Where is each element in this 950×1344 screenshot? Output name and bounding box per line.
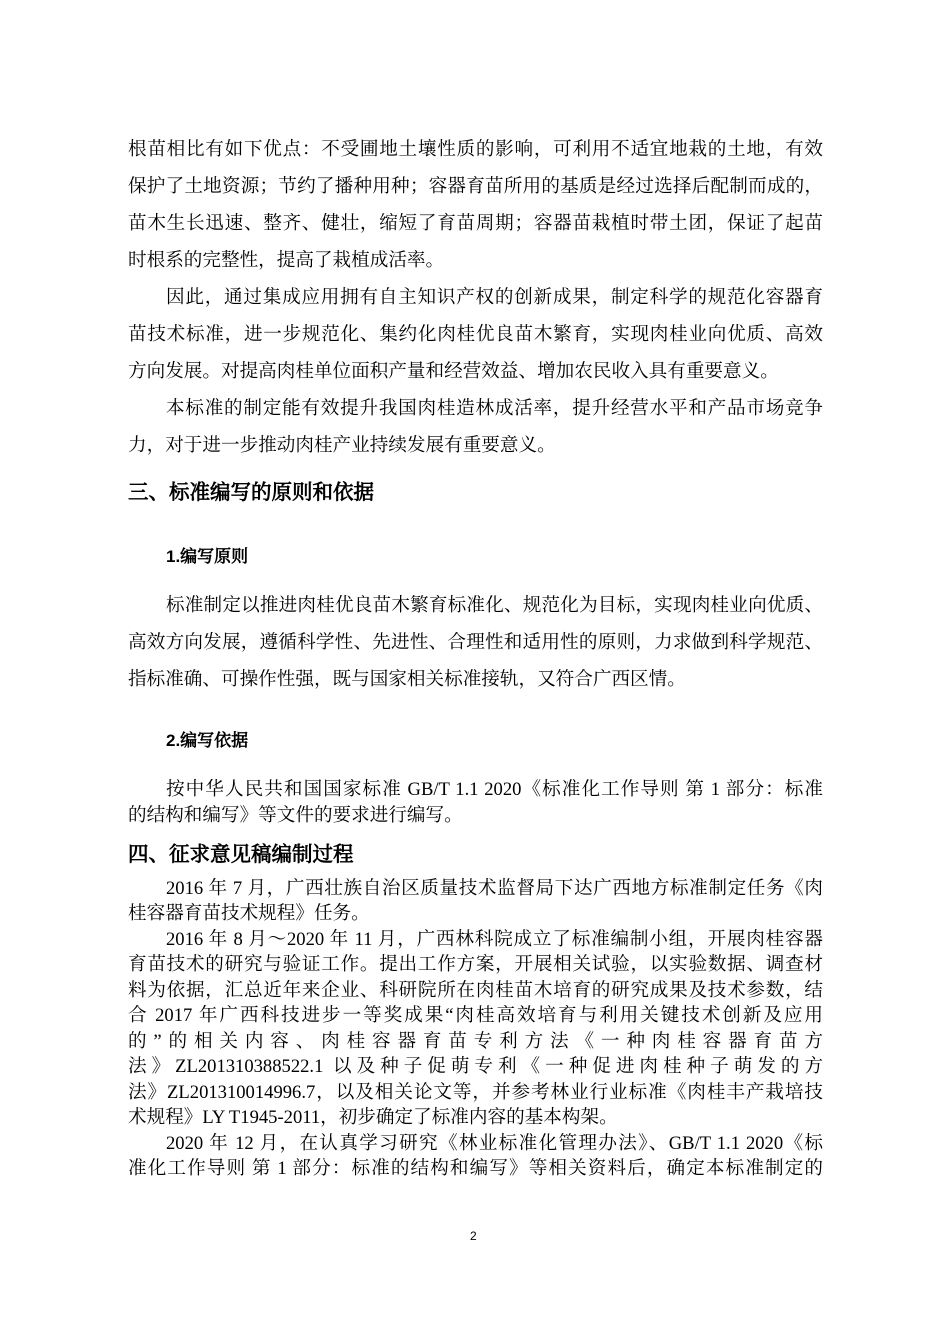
section-heading: 三、标准编写的原则和依据	[128, 481, 374, 504]
body-text-line: 高效方向发展，遵循科学性、先进性、合理性和适用性的原则，力求做到科学规范、	[128, 632, 823, 653]
body-text-line: 保护了土地资源；节约了播种用种；容器育苗所用的基质是经过选择后配制而成的，	[128, 176, 823, 197]
body-text-line: 术规程》LY T1945-2011，初步确定了标准内容的基本构架。	[128, 1107, 618, 1128]
body-text-line: 2016 年 7 月，广西壮族自治区质量技术监督局下达广西地方标准制定任务《肉	[166, 878, 823, 899]
body-text-line: 法》ZL201310388522.1 以及种子促萌专利《一种促进肉桂种子萌发的方	[128, 1056, 823, 1077]
body-text-line: 方向发展。对提高肉桂单位面积产量和经营效益、增加农民收入具有重要意义。	[128, 361, 779, 382]
body-text-line: 标准制定以推进肉桂优良苗木繁育标准化、规范化为目标，实现肉桂业向优质、	[166, 595, 823, 616]
body-text-line: 2016 年 8 月～2020 年 11 月，广西林科院成立了标准编制小组，开展肉桂容器	[166, 929, 823, 950]
section-heading: 四、征求意见稿编制过程	[128, 843, 354, 866]
body-text-line: 因此，通过集成应用拥有自主知识产权的创新成果，制定科学的规范化容器育	[166, 287, 823, 308]
body-text-line: 按中华人民共和国国家标准 GB/T 1.1 2020《标准化工作导则 第 1 部分：标准	[166, 779, 823, 800]
subsection-heading: 2.编写依据	[166, 731, 249, 750]
body-text-line: 准化工作导则 第 1 部分：标准的结构和编写》等相关资料后，确定本标准制定的	[128, 1158, 823, 1179]
body-text-line: 力，对于进一步推动肉桂产业持续发展有重要意义。	[128, 435, 556, 456]
body-text-line: 苗技术标准，进一步规范化、集约化肉桂优良苗木繁育，实现肉桂业向优质、高效	[128, 324, 823, 345]
body-text-line: 桂容器育苗技术规程》任务。	[128, 903, 370, 924]
body-text-line: 苗木生长迅速、整齐、健壮，缩短了育苗周期；容器苗栽植时带土团，保证了起苗	[128, 213, 823, 234]
body-text-line: 的结构和编写》等文件的要求进行编写。	[128, 805, 463, 826]
body-text-line: 料为依据，汇总近年来企业、科研院所在肉桂苗木培育的研究成果及技术参数，结	[128, 980, 823, 1001]
body-text-line: 指标准确、可操作性强，既与国家相关标准接轨，又符合广西区情。	[128, 669, 686, 690]
body-text-line: 本标准的制定能有效提升我国肉桂造林成活率，提升经营水平和产品市场竞争	[166, 398, 823, 419]
body-text-line: 2020 年 12 月，在认真学习研究《林业标准化管理办法》、GB/T 1.1 2020《标	[166, 1133, 823, 1154]
body-text-line: 合 2017 年广西科技进步一等奖成果“肉桂高效培育与利用关键技术创新及应用	[128, 1005, 823, 1026]
subsection-heading: 1.编写原则	[166, 547, 249, 566]
body-text-line: 法》ZL201310014996.7，以及相关论文等，并参考林业行业标准《肉桂丰产栽培技	[128, 1082, 823, 1103]
body-text-line: 的”的相关内容、肉桂容器育苗专利方法《一种肉桂容器育苗方	[128, 1031, 823, 1052]
page-number: 2	[470, 1229, 477, 1243]
body-text-line: 育苗技术的研究与验证工作。提出工作方案，开展相关试验，以实验数据、调查材	[128, 954, 823, 975]
body-text-line: 根苗相比有如下优点：不受圃地土壤性质的影响，可利用不适宜地栽的土地，有效	[128, 139, 823, 160]
body-text-line: 时根系的完整性，提高了栽植成活率。	[128, 250, 445, 271]
